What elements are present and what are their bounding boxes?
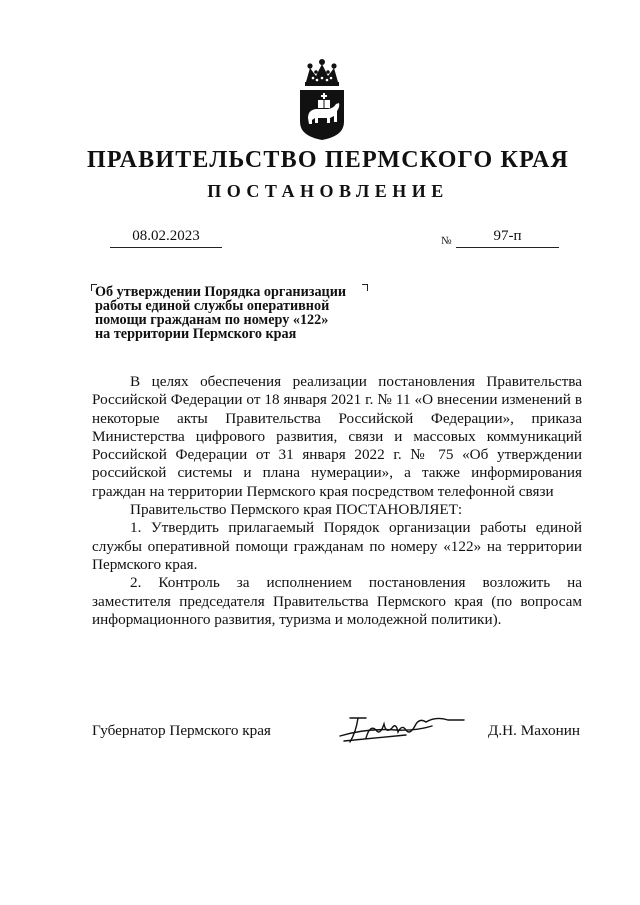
document-number: 97-п [456,228,559,248]
subject-line: на территории Пермского края [95,326,297,342]
government-title: ПРАВИТЕЛЬСТВО ПЕРМСКОГО КРАЯ [86,147,570,173]
document-date: 08.02.2023 [110,228,222,248]
subject-line: Об утверждении Порядка организации [95,284,347,300]
handwritten-signature-icon [336,708,466,748]
signatory-role: Губернатор Пермского края [92,722,271,739]
clause-1-paragraph: 1. Утвердить прилагаемый Порядок организации работы единой службы оперативной помощи гражданам по номеру «122» на территории Пермского края. [92,519,582,573]
subject-line: работы единой службы оперативной [95,298,330,314]
document-body [92,373,582,629]
signatory-name: Д.Н. Махонин [488,722,580,739]
number-label: № [441,235,452,247]
coat-of-arms-icon [296,56,348,142]
clause-2-paragraph: 2. Контроль за исполнением постановления возложить на заместителя председателя Правительства Пермского края (по вопросам информационного развития, туризма и молодежной политики). [92,574,582,628]
document-type: ПОСТАНОВЛЕНИЕ [207,181,449,201]
resolution-paragraph: Правительство Пермского края ПОСТАНОВЛЯЕТ: [130,501,463,519]
preamble-paragraph: В целях обеспечения реализации постановления Правительства Российской Федерации от 18 января 2021 г. № 11 «О внесении изменений в некоторые акты Правительства Российской Федерации», приказа Министерства цифрового развития, связи и массовых коммуникаций Российской Федерации от 31 января 2022 г. № 75 «Об утверждении российской системы и плана нумерации», а также информирования граждан на территории Пермского края посредством телефонной связи [92,373,582,500]
subject-line: помощи гражданам по номеру «122» [95,312,329,328]
document-subject [95,285,385,341]
